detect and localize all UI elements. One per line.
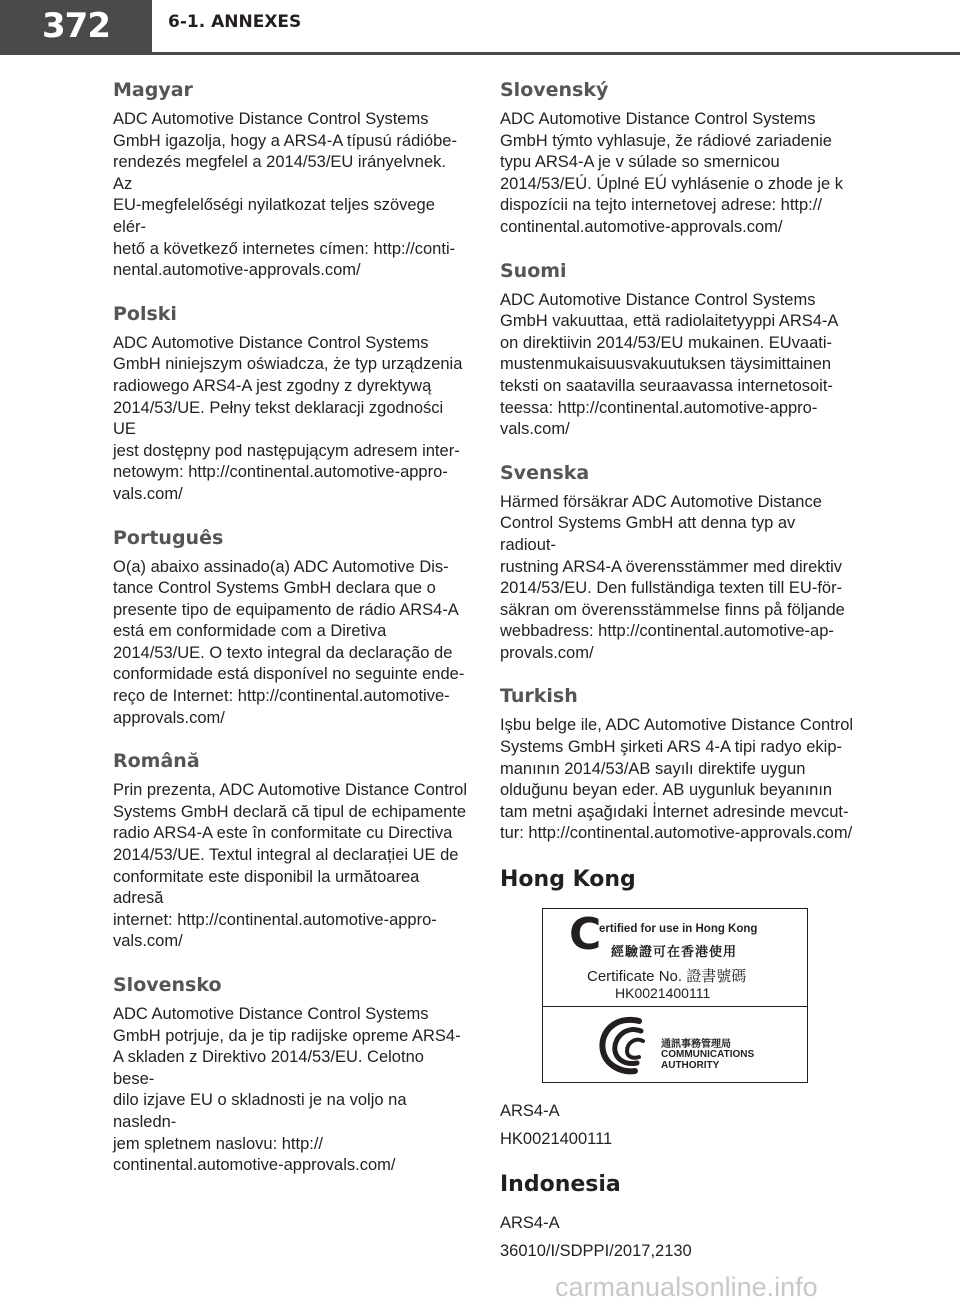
certificate-chinese-line: 經驗證可在香港使用 — [611, 945, 738, 961]
section-title: Português — [113, 526, 224, 549]
section-title: Polski — [113, 302, 177, 325]
section-romana — [113, 749, 468, 953]
section-body: Işbu belge ile, ADC Automotive Distance Control Systems GmbH şirketi ARS 4-A tipi radyo ekip- manının 2014/53/AB sayılı direktife uygun olduğunu beyan eder. AB uygunluk beyanının tam metni aşağıdaki İnternet adresinde mevcut- tur: http://continental.automotive-approvals.com/ — [500, 716, 854, 843]
section-title: Slovensko — [113, 974, 222, 996]
section-body: ADC Automotive Distance Control Systems GmbH igazolja, hogy a ARS4-A típusú rádióbe- rendezés megfelel a 2014/53/EU irányelvnek. Az EU-megfelelőségi nyilatkozat teljes szövege elér- hető a következő internetes címen: http://conti- nental.automotive-approvals.com/ — [113, 110, 457, 280]
section-body: ADC Automotive Distance Control Systems GmbH niniejszym oświadcza, że typ urządzenia radiowego ARS4-A jest zgodny z dyrektywą 2014/53/UE. Pełny tekst deklaracji zgodności UE jest dostępny pod następującym adresem inter- netowym: http://continental.automotive-appro- vals.com/ — [113, 333, 463, 503]
hong-kong-title: Hong Kong — [500, 867, 636, 893]
section-svenska — [500, 461, 855, 665]
agency-english-name: COMMUNICATIONS AUTHORITY — [661, 1049, 755, 1072]
header-rule — [0, 52, 960, 55]
section-title: Svenska — [500, 461, 590, 484]
watermark: carmanualsonline.info — [555, 1272, 818, 1302]
section-body: ADC Automotive Distance Control Systems GmbH týmto vyhlasuje, že rádiové zariadenie typu ARS4-A je v súlade so smernicou 2014/53/EÚ. Úplné EÚ vyhlásenie o zhode je k dispozícii na tejto internetovej adrese: http:// continental.automotive-approvals.com/ — [500, 110, 844, 236]
section-polski — [113, 302, 468, 506]
section-slovensky — [500, 78, 855, 239]
indonesia-number: 36010/I/SDPPI/2017,2130 — [500, 1241, 692, 1260]
indonesia-title: Indonesia — [500, 1172, 621, 1198]
section-magyar — [113, 78, 468, 282]
section-body: ADC Automotive Distance Control Systems GmbH potrjuje, da je tip radijske opreme ARS4- A skladen z Direktivo 2014/53/EU. Celotno bese- dilo izjave EU o skladnosti je na voljo na nasledn- jem spletnem naslovu: http:// continental.automotive-approvals.com/ — [113, 1005, 461, 1175]
chapter-title: 6-1. ANNEXES — [168, 12, 302, 32]
hong-kong-number: HK0021400111 — [500, 1129, 613, 1148]
section-title: Română — [113, 750, 200, 773]
section-hong-kong — [500, 867, 855, 1150]
hong-kong-certificate — [542, 908, 808, 1083]
right-column — [500, 78, 855, 1268]
section-indonesia — [500, 1172, 855, 1262]
certificate-english-line: ertified for use in Hong Kong — [599, 923, 758, 936]
certificate-id: HK0021400111 — [615, 985, 711, 1002]
section-body: ADC Automotive Distance Control Systems GmbH vakuuttaa, että radiolaitetyyppi ARS4-A on direktiivin 2014/53/EU mukainen. EUvaati- mustenmukaisuusvakuutuksen täysimittainen teksti on saatavilla seuraavassa internetosoit- teessa: http://continental.automotive-appro- vals.com/ — [500, 290, 839, 439]
certificate-c-letter: C — [569, 909, 602, 961]
indonesia-model: ARS4-A — [500, 1214, 560, 1233]
section-body: Härmed försäkrar ADC Automotive Distance Control Systems GmbH att denna typ av radiout- rustning ARS4-A överensstämmer med direktiv 2014/53/EU. Den fullständiga texten till EU-för- säkran om överensstämmelse finns på följande webbadress: http://continental.automotive-ap- provals.com/ — [500, 492, 845, 662]
section-suomi — [500, 259, 855, 441]
section-slovensko — [113, 973, 468, 1177]
section-title: Turkish — [500, 685, 578, 708]
section-title: Suomi — [500, 259, 567, 282]
page-number: 372 — [0, 0, 152, 52]
section-title: Slovenský — [500, 79, 609, 101]
hong-kong-model: ARS4-A — [500, 1102, 560, 1121]
section-body: O(a) abaixo assinado(a) ADC Automotive Dis- tance Control Systems GmbH declara que o presente tipo de equipamento de rádio ARS4-A está em conformidade com a Diretiva 2014/53/UE. O texto integral da declaração de conformidade está disponível no seguinte ende- reço de Internet: http://continental.automotive- approvals.com/ — [113, 557, 465, 727]
page-header — [0, 0, 960, 60]
section-body: Prin prezenta, ADC Automotive Distance Control Systems GmbH declară că tipul de echipamente radio ARS4-A este în conformitate cu Directiva 2014/53/UE. Textul integral al declarației UE de conformitate este disponibil la următoarea adresă internet: http://continental.automotive-appro- vals.com/ — [113, 781, 468, 951]
certificate-header — [543, 909, 807, 1007]
certificate-number-label: Certificate No. 證書號碼 — [587, 968, 747, 986]
section-portugues — [113, 526, 468, 730]
communications-authority-logo-icon — [595, 1013, 655, 1077]
left-column — [113, 78, 468, 1197]
section-title: Magyar — [113, 79, 193, 101]
agency-chinese-name: 通訊事務管理局 — [661, 1039, 731, 1051]
section-turkish — [500, 684, 855, 845]
